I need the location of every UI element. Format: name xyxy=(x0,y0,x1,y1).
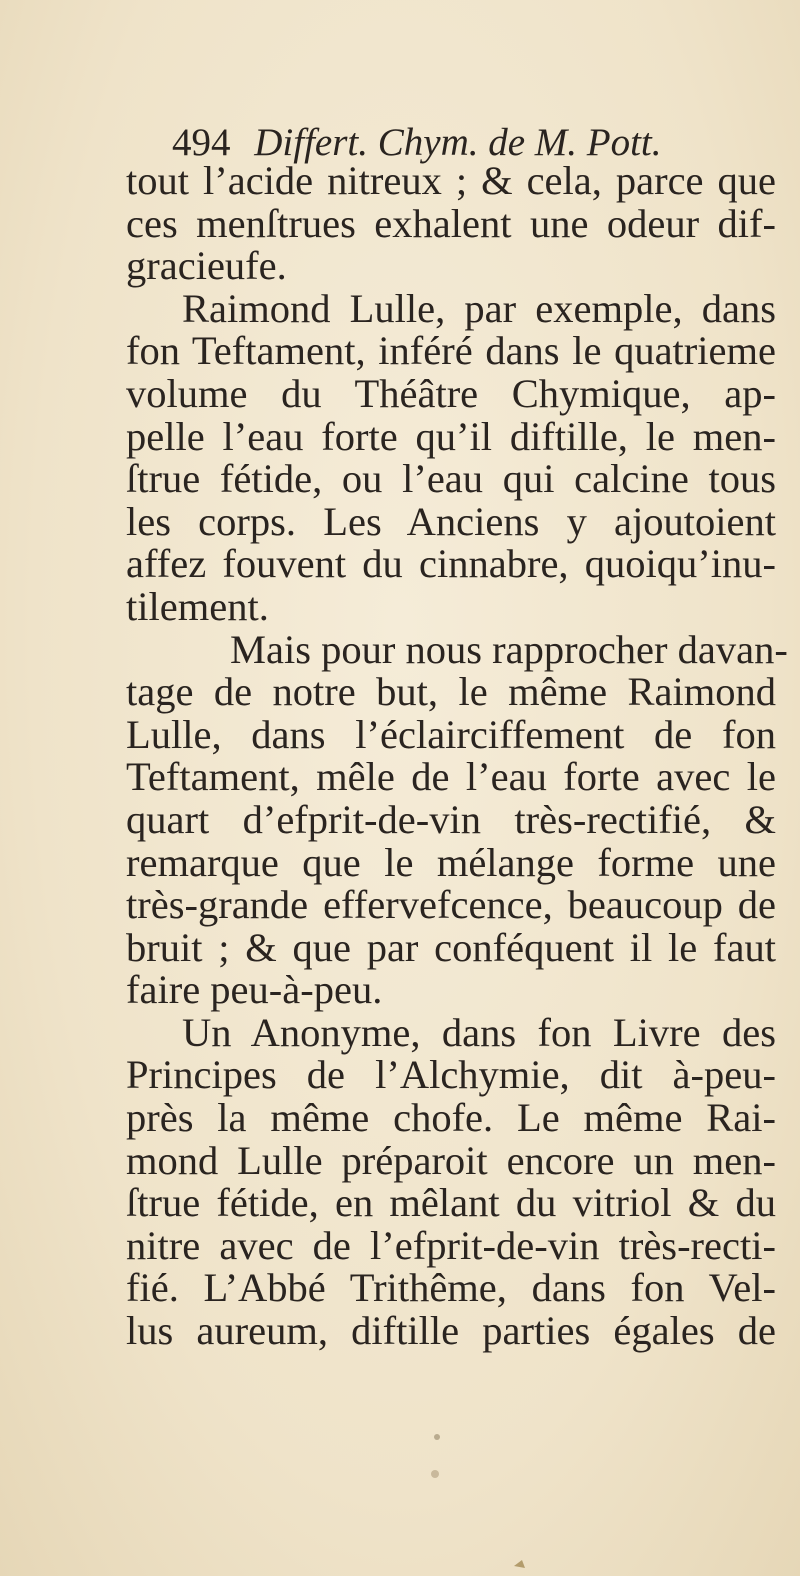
page-number: 494 xyxy=(172,121,231,164)
text-line: Un Anonyme, dans fon Livre des xyxy=(182,1009,776,1055)
text-line: mond Lulle préparoit encore un men- xyxy=(126,1137,776,1183)
text-line: fon Teftament, inféré dans le quatrieme xyxy=(126,328,776,374)
paper-speck xyxy=(514,1560,525,1568)
text-line: Principes de l’Alchymie, dit à-peu- xyxy=(126,1052,776,1098)
text-line: pelle l’eau forte qu’il diftille, le men- xyxy=(126,413,776,459)
text-line: bruit ; & que par conféquent il le faut xyxy=(126,924,776,970)
running-title: Differt. Chym. de M. Pott. xyxy=(254,121,662,164)
text-line: Lulle, dans l’éclairciffement de fon xyxy=(126,711,776,757)
text-line: faire peu-à-peu. xyxy=(126,967,383,1013)
text-line: tage de notre but, le même Raimond xyxy=(126,669,776,715)
paper-speck xyxy=(434,1434,440,1440)
text-line: ſtrue fétide, ou l’eau qui calcine tous xyxy=(126,456,776,502)
text-line: lus aureum, diftille parties égales de xyxy=(126,1308,776,1354)
text-line: tout l’acide nitreux ; & cela, parce que xyxy=(126,158,776,203)
text-line: nitre avec de l’efprit-de-vin très-recti- xyxy=(126,1222,776,1268)
text-line: Teftament, mêle de l’eau forte avec le xyxy=(126,754,776,800)
text-line: fié. L’Abbé Trithême, dans fon Vel- xyxy=(126,1265,776,1311)
text-line: Mais pour nous rapprocher davan- xyxy=(230,626,788,672)
text-line: Raimond Lulle, par exemple, dans xyxy=(182,285,776,331)
text-line: ces menſtrues exhalent une odeur dif- xyxy=(126,200,776,246)
text-line: volume du Théâtre Chymique, ap- xyxy=(126,370,776,416)
text-line: très-grande effervefcence, beaucoup de xyxy=(126,882,776,928)
paper-speck xyxy=(431,1470,439,1478)
text-line: ſtrue fétide, en mêlant du vitriol & du xyxy=(126,1180,776,1226)
text-line: tilement. xyxy=(126,583,269,629)
text-line: près la même chofe. Le même Rai- xyxy=(126,1095,776,1141)
text-line: les corps. Les Anciens y ajoutoient xyxy=(126,498,776,544)
text-line: affez fouvent du cinnabre, quoiqu’inu- xyxy=(126,541,776,587)
text-line: quart d’efprit-de-vin très-rectifié, & xyxy=(126,796,776,842)
text-line: remarque que le mélange forme une xyxy=(126,839,776,885)
text-line: gracieufe. xyxy=(126,243,287,289)
